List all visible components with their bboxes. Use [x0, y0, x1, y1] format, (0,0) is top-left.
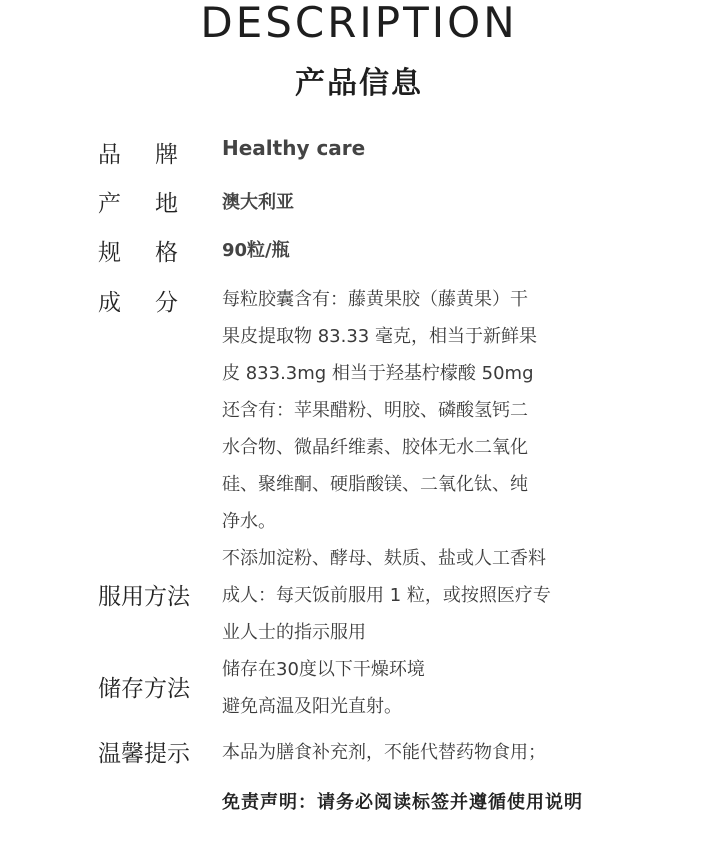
storage-line: 避免高温及阳光直射。: [222, 696, 402, 717]
ingredients-line: 硅、聚维酮、硬脂酸镁、二氧化钛、纯: [222, 474, 528, 495]
storage-line: 储存在30度以下干燥环境: [222, 659, 425, 680]
brand-value: Healthy care: [222, 136, 366, 160]
usage-label: 服用方法: [98, 584, 190, 610]
origin-value: 澳大利亚: [222, 192, 294, 213]
ingredients-line: 每粒胶囊含有：藤黄果胶（藤黄果）干: [222, 289, 528, 310]
ingredients-line: 水合物、微晶纤维素、胶体无水二氧化: [222, 437, 528, 458]
storage-label: 储存方法: [98, 676, 190, 702]
ingredients-line: 还含有：苹果醋粉、明胶、磷酸氢钙二: [222, 400, 528, 421]
usage-line: 成人：每天饭前服用 1 粒，或按照医疗专: [222, 585, 551, 606]
spec-value: 90粒/瓶: [222, 240, 290, 261]
ingredients-line: 皮 833.3mg 相当于羟基柠檬酸 50mg: [222, 363, 534, 384]
brand-label: 品牌: [98, 142, 212, 168]
origin-label: 产地: [98, 191, 212, 217]
section-subtitle: 产品信息: [295, 66, 423, 101]
tips-value: 本品为膳食补充剂，不能代替药物食用；: [222, 742, 546, 763]
ingredients-label: 成分: [98, 290, 212, 316]
page-title: DESCRIPTION: [200, 0, 518, 47]
ingredients-line: 果皮提取物 83.33 毫克，相当于新鲜果: [222, 326, 537, 347]
spec-label: 规格: [98, 240, 212, 266]
tips-label: 温馨提示: [98, 741, 190, 767]
usage-line: 业人士的指示服用: [222, 622, 366, 643]
disclaimer-text: 免责声明：请务必阅读标签并遵循使用说明: [222, 792, 583, 813]
ingredients-line: 净水。: [222, 511, 276, 532]
ingredients-line: 不添加淀粉、酵母、麸质、盐或人工香料: [222, 548, 546, 569]
